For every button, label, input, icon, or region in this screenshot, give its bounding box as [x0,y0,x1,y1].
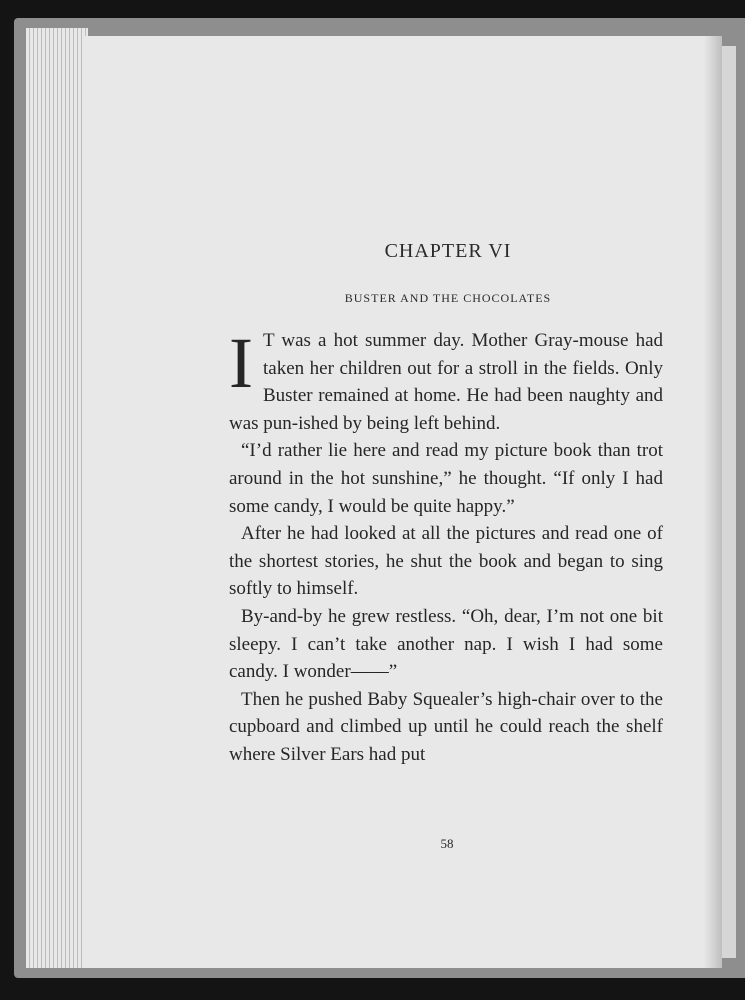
chapter-title: CHAPTER VI [384,240,512,262]
paragraph: After he had looked at all the pictures and read one of the shortest stories, he shut the book and began to sing softly to himself. [229,523,663,600]
paragraph: “I’d rather lie here and read my picture book than trot around in the hot sunshine,” he thought. “If only I had some candy, I would be quite happy.” [229,440,663,517]
chapter-subtitle: BUSTER AND THE CHOCOLATES [344,291,552,305]
chapter-body [229,323,663,769]
drop-cap: I [229,323,253,403]
paragraph: By-and-by he grew restless. “Oh, dear, I’m not one bit sleepy. I can’t take another nap. I wish I had some candy. I wonder——” [229,605,663,683]
right-page-edge [722,46,736,958]
paragraph-text: T was a hot summer day. Mother Gray-mouse had taken her children out for a stroll in the fields. Only Buster remained at home. He had been naughty and was pun-ished by being left behind. [229,330,663,434]
paragraph: Then he pushed Baby Squealer’s high-chair over to the cupboard and climbed up until he could reach the shelf where Silver Ears had put [229,688,663,765]
paragraph [229,323,663,437]
page-edges [26,28,88,968]
page-number: 58 [440,836,454,851]
